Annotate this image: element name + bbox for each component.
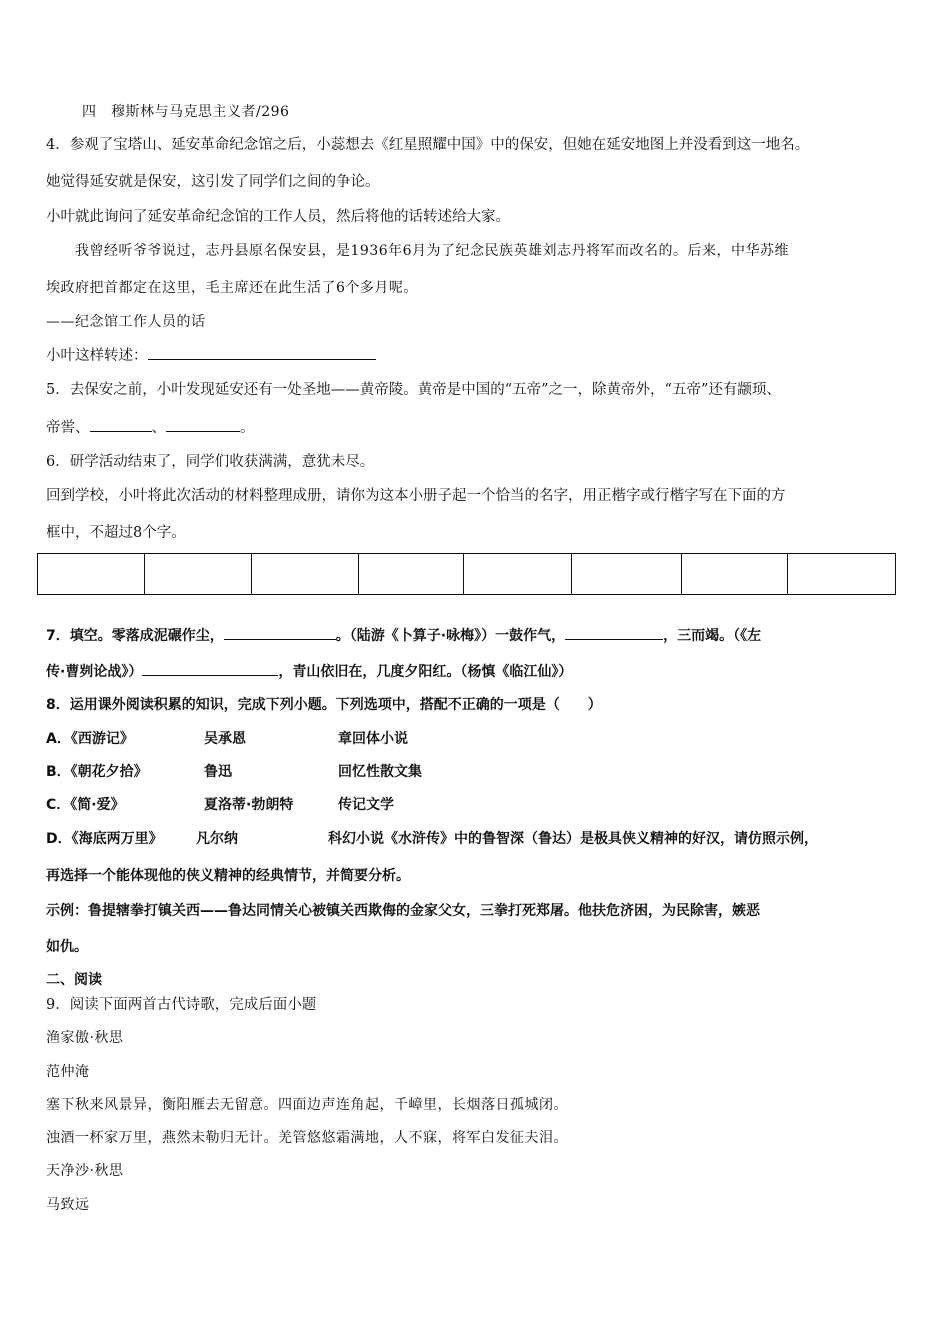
question-continuation: 再选择一个能体现他的侠义精神的经典情节，并简要分析。: [46, 868, 410, 884]
separator: 、: [151, 420, 166, 436]
quote-line-1: 我曾经听爷爷说过，志丹县原名保安县，是1936年6月为了纪念民族英雄刘志丹将军而改名的。后来，中华苏维: [46, 243, 790, 259]
poem-2-author: 马致远: [46, 1197, 90, 1213]
option-b-author: 鲁迅: [204, 764, 232, 780]
question-7-text: ，青山依旧在，几度夕阳红。（杨慎《临江仙》）: [278, 664, 573, 680]
answer-label: 小叶这样转述：: [46, 348, 148, 364]
example-line-1: 示例：鲁提辖拳打镇关西——鲁达同情关心被镇关西欺侮的金家父女，三拳打死郑屠。他扶危济困，为民除害，嫉恶: [46, 903, 760, 919]
answer-box-cell[interactable]: [788, 554, 897, 594]
question-5-line-1: 5．去保安之前，小叶发现延安还有一处圣地——黄帝陵。黄帝是中国的“五帝”之一，除黄帝外，“五帝”还有颛顼、: [46, 382, 781, 398]
option-b-genre: 回忆性散文集: [338, 764, 422, 780]
answer-box-grid: [37, 553, 896, 595]
answer-box-cell[interactable]: [145, 554, 252, 594]
option-b-title: B．《朝花夕拾》: [46, 764, 148, 780]
answer-line-4: [46, 345, 376, 366]
section-heading-reading: 二、阅读: [46, 972, 102, 988]
option-b[interactable]: [46, 762, 422, 782]
quote-attribution: ——纪念馆工作人员的话: [46, 314, 206, 330]
option-a[interactable]: [46, 729, 408, 749]
question-6-line-3: 框中，不超过8个字。: [46, 525, 186, 541]
question-7-text: ，三而竭。（《左: [663, 628, 762, 644]
question-6-line-1: 6．研学活动结束了，同学们收获满满，意犹未尽。: [46, 454, 375, 470]
question-4-line-3: 小叶就此询问了延安革命纪念馆的工作人员，然后将他的话转述给大家。: [46, 209, 510, 225]
answer-box-cell[interactable]: [572, 554, 682, 594]
option-a-title: A．《西游记》: [46, 731, 134, 747]
book-toc-line: 四 穆斯林与马克思主义者/296: [82, 104, 290, 120]
option-c-title: C．《简·爱》: [46, 797, 125, 813]
answer-box-cell[interactable]: [252, 554, 359, 594]
question-7-line-1: [46, 625, 761, 646]
answer-blank-5b[interactable]: [166, 417, 240, 432]
poem-1-title: 渔家傲·秋思: [46, 1030, 124, 1046]
question-4-line-1: 4．参观了宝塔山、延安革命纪念馆之后，小蕊想去《红星照耀中国》中的保安，但她在延安地图上并没看到这一地名。: [46, 137, 810, 153]
question-7-line-2: [46, 661, 572, 682]
question-8-stem: 8．运用课外阅读积累的知识，完成下列小题。下列选项中，搭配不正确的一项是（ ）: [46, 697, 602, 713]
option-d-author: 凡尔纳: [196, 831, 238, 847]
question-4-line-2: 她觉得延安就是保安，这引发了同学们之间的争论。: [46, 174, 380, 190]
option-a-author: 吴承恩: [204, 731, 246, 747]
question-5-line-2: [46, 417, 255, 438]
question-7-text: 传·曹刿论战》）: [46, 664, 143, 680]
question-6-line-2: 回到学校，小叶将此次活动的材料整理成册，请你为这本小册子起一个恰当的名字，用正楷字或行楷字写在下面的方: [46, 488, 786, 504]
question-5-text: 帝喾、: [46, 420, 90, 436]
option-d-genre-and-next-question: 科幻小说《水浒传》中的鲁智深（鲁达）是极具侠义精神的好汉，请仿照示例，: [328, 831, 818, 847]
answer-blank-7b[interactable]: [565, 625, 663, 640]
option-c-genre: 传记文学: [338, 797, 394, 813]
poem-1-author: 范仲淹: [46, 1064, 90, 1080]
option-c-author: 夏洛蒂·勃朗特: [204, 797, 294, 813]
question-7-text: 7．填空。零落成泥碾作尘，: [46, 628, 224, 644]
quote-line-2: 埃政府把首都定在这里，毛主席还在此生活了6个多月呢。: [46, 280, 418, 296]
answer-blank-4[interactable]: [148, 345, 376, 360]
option-c[interactable]: [46, 795, 394, 815]
answer-box-cell[interactable]: [464, 554, 572, 594]
question-9-stem: 9．阅读下面两首古代诗歌，完成后面小题: [46, 997, 317, 1013]
poem-2-title: 天净沙·秋思: [46, 1163, 124, 1179]
period: 。: [240, 420, 255, 436]
question-7-text: 。（陆游《卜算子·咏梅》）一鼓作气，: [335, 628, 566, 644]
answer-box-cell[interactable]: [682, 554, 788, 594]
poem-1-line-2: 浊酒一杯家万里，燕然未勒归无计。羌管悠悠霜满地，人不寐，将军白发征夫泪。: [46, 1130, 568, 1146]
answer-box-cell[interactable]: [359, 554, 464, 594]
answer-blank-7a[interactable]: [224, 625, 336, 640]
option-d-title: D．《海底两万里》: [46, 831, 163, 847]
answer-box-cell[interactable]: [38, 554, 145, 594]
option-d[interactable]: [46, 829, 818, 849]
answer-blank-7c[interactable]: [142, 661, 278, 676]
option-a-genre: 章回体小说: [338, 731, 408, 747]
poem-1-line-1: 塞下秋来风景异，衡阳雁去无留意。四面边声连角起，千嶂里，长烟落日孤城闭。: [46, 1097, 568, 1113]
example-line-2: 如仇。: [46, 939, 88, 955]
answer-blank-5a[interactable]: [90, 417, 152, 432]
